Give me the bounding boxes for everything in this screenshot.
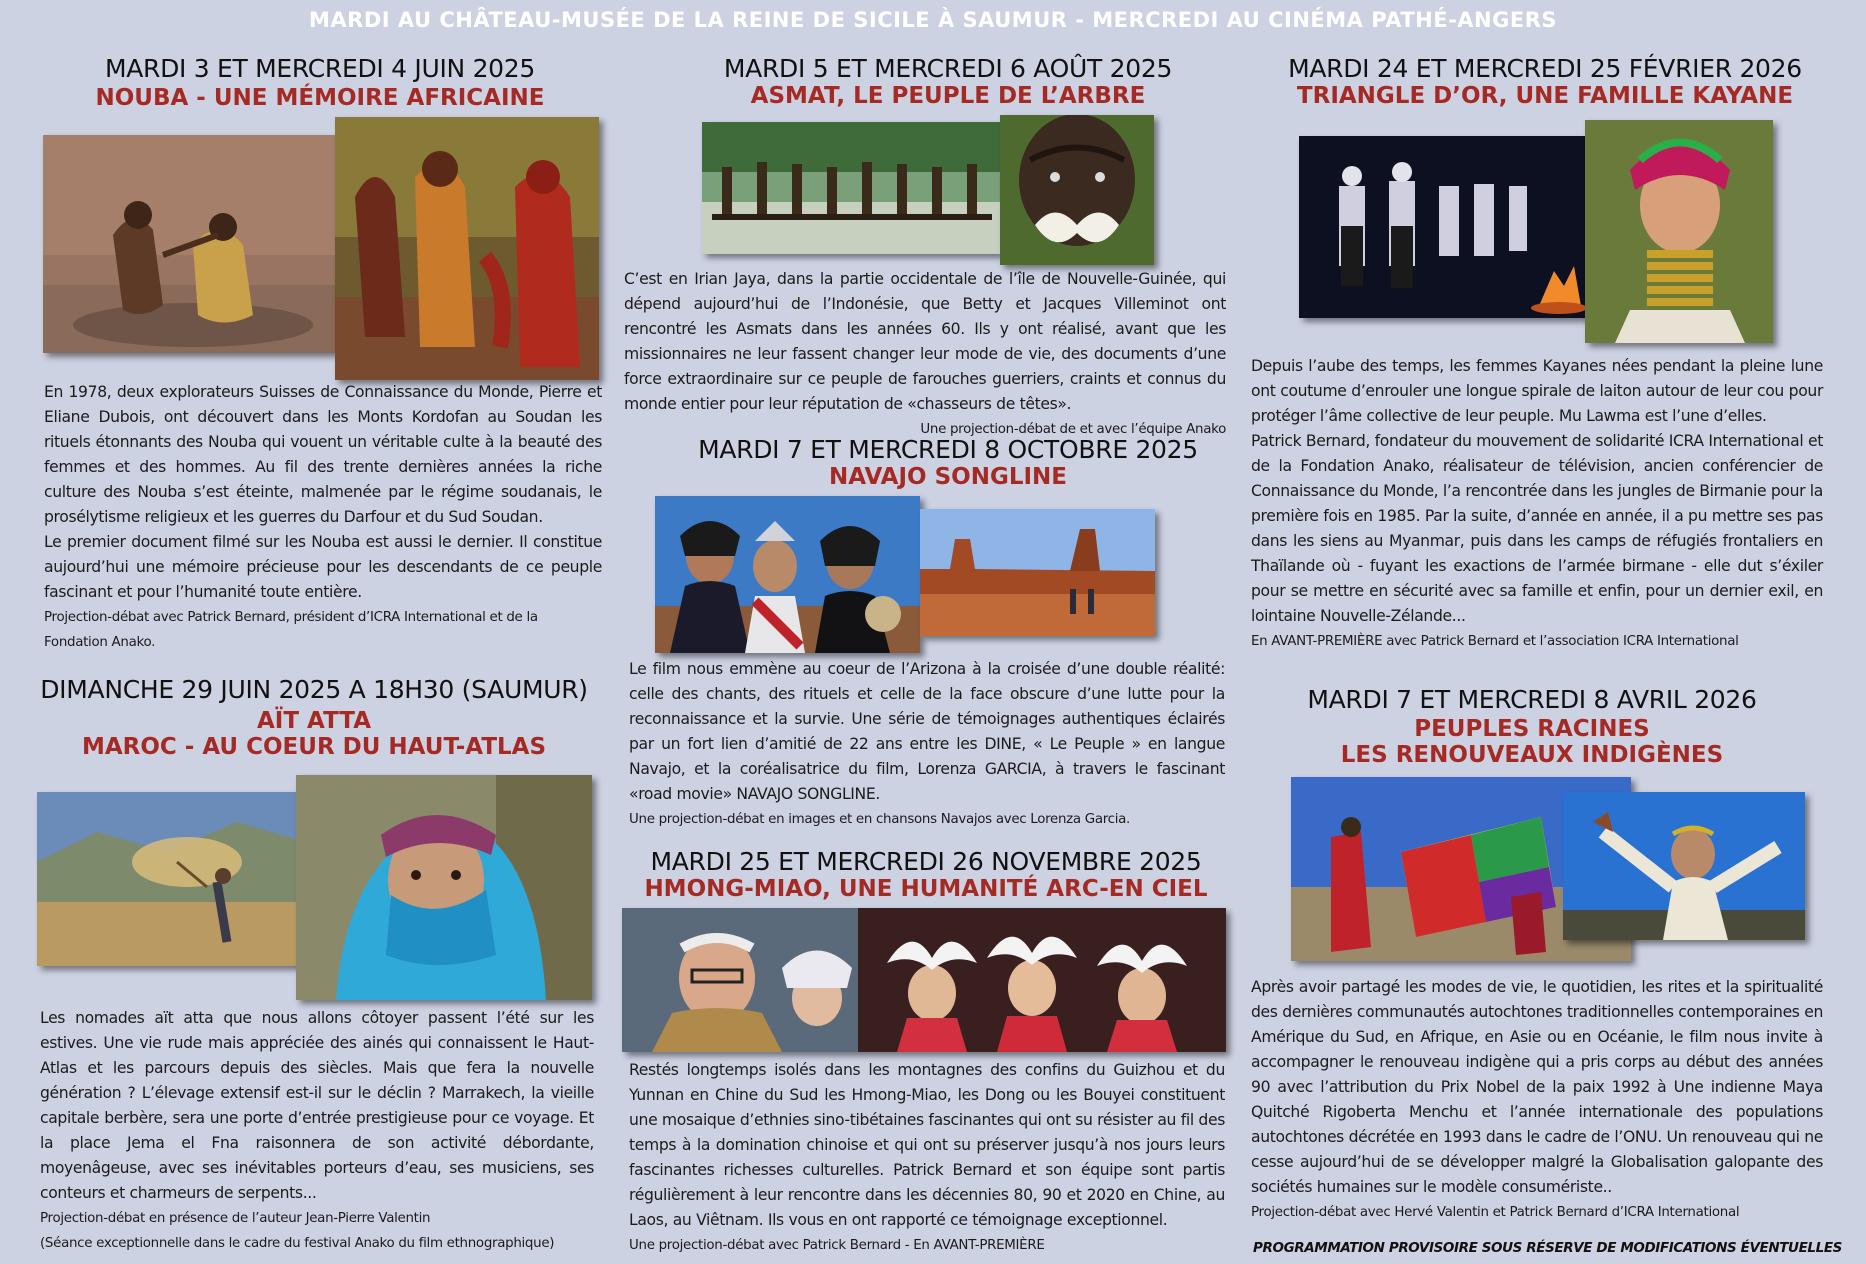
- photo-navajo-singers: [655, 496, 920, 653]
- event-paragraph: Patrick Bernard, fondateur du mouvement de solidarité ICRA International et de la Fondation Anako, réalisateur de télévision, ancien conférencier de Connaissance du Monde, l’a rencontrée dans les jungles de Birmanie pour la première fois en 1985. Par la suite, d’année en année, il a pu mettre ses pas dans les siens au Myanmar, puis dans les camps de réfugiés frontaliers en Thaïlande où - fuyant les exactions de l’armée birmane - elle dut s’éxiler pour se mettre en sécurité avec sa famille et enfin, pour un dernier exil, en lointaine Nouvelle-Zélande...: [1251, 432, 1823, 625]
- racines-text: [1251, 975, 1823, 1225]
- photo-aitatta-woman: [296, 775, 592, 1000]
- event-paragraph: Restés longtemps isolés dans les montagnes des confins du Guizhou et du Yunnan en Chine du Sud les Hmong-Miao, les Dong ou les Bouyei constituent une mosaique d’ethnies sino-tibétaines fascinantes qui ont su résister au fil des temps à la domination chinoise et qui ont su préserver jusqu’à nos jours leurs fascinantes richesses culturelles. Patrick Bernard et son équipe sont partis régulièrement à leur rencontre dans les décennies 80, 90 et 2020 en Chine, au Laos, au Viêtnam. Ils vous en ont rapporté ce témoignage exceptionnel.: [629, 1061, 1225, 1229]
- event-paragraph: Le film nous emmène au coeur de l’Arizona à la croisée d’une double réalité: celle des chants, des rituels et celle de la face obscure d’une lutte pour la reconnaissance et la survie. Une série de témoignages authentiques éclairés par un fort lien d’amitié de 22 ans entre les DINE, « Le Peuple » en langue Navajo, et la coréalisatrice du film, Lorenza GARCIA, à travers le fascinant «road movie» NAVAJO SONGLINE.: [629, 660, 1225, 803]
- event-note: En AVANT-PREMIÈRE avec Patrick Bernard et l’association ICRA International: [1251, 634, 1739, 649]
- event-title: ASMAT, LE PEUPLE DE L’ARBRE: [750, 83, 1146, 109]
- event-note: (Séance exceptionnelle dans le cadre du festival Anako du film ethnographique): [40, 1236, 555, 1251]
- event-title: NOUBA - UNE MÉMOIRE AFRICAINE: [95, 85, 545, 111]
- event-note: Une projection-débat de et avec l’équipe Anako: [920, 422, 1226, 437]
- photo-nouba-dancers: [335, 117, 599, 380]
- event-title: TRIANGLE D’OR, UNE FAMILLE KAYANE: [1296, 83, 1794, 109]
- event-paragraph: En 1978, deux explorateurs Suisses de Connaissance du Monde, Pierre et Eliane Dubois, ont découvert dans les Monts Kordofan au Soudan les rituels étonnants des Nouba qui vouent un véritable culte à la beauté des femmes et des hommes. Au fil des trente dernières années la riche culture des Nouba s’est éteinte, malmenée par le régime soudanais, le prosélytisme religieux et les guerres du Darfour et du Sud Soudan.: [44, 383, 602, 526]
- photo-asmat-canoes: [702, 122, 1000, 254]
- event-note: Projection-débat avec Patrick Bernard, président d’ICRA International et de la Fondation Anako.: [44, 610, 538, 650]
- event-asmat: [624, 54, 1272, 109]
- event-title: MAROC - AU COEUR DU HAUT-ATLAS: [81, 734, 547, 760]
- event-note: Projection-débat en présence de l’auteur Jean-Pierre Valentin: [40, 1211, 431, 1226]
- event-note: Une projection-débat en images et en chansons Navajos avec Lorenza Garcia.: [629, 812, 1130, 827]
- event-note: Projection-débat avec Hervé Valentin et Patrick Bernard d’ICRA International: [1251, 1205, 1740, 1220]
- event-kayane: [1246, 54, 1844, 109]
- event-date: MARDI 24 ET MERCREDI 25 FÉVRIER 2026: [1288, 54, 1802, 83]
- kayane-text: [1251, 354, 1823, 654]
- event-paragraph: Depuis l’aube des temps, les femmes Kayanes nées pendant la pleine lune ont coutume d’enrouler une longue spirale de laiton autour de leur cou pour protéger l’âme collective de leur peuple. Mu Lawma est l’une d’elles.: [1251, 357, 1823, 425]
- photo-aitatta-threshing: [37, 792, 323, 966]
- event-title: NAVAJO SONGLINE: [828, 464, 1068, 490]
- banner: MARDI AU CHÂTEAU-MUSÉE DE LA REINE DE SICILE À SAUMUR - MERCREDI AU CINÉMA PATHÉ-ANGERS: [309, 8, 1557, 32]
- event-date: MARDI 3 ET MERCREDI 4 JUIN 2025: [104, 54, 536, 83]
- asmat-text: [624, 267, 1226, 442]
- photo-kayane-woman: [1585, 120, 1773, 343]
- event-title: HMONG-MIAO, UNE HUMANITÉ ARC-EN CIEL: [644, 876, 1208, 902]
- photo-hmong-group: [622, 908, 1226, 1052]
- hmong-text: [629, 1058, 1225, 1258]
- event-paragraph: C’est en Irian Jaya, dans la partie occidentale de l’île de Nouvelle-Guinée, qui dépend aujourd’hui de l’Indonésie, que Betty et Jacques Villeminot ont rencontré les Asmats dans les années 60. Ils y ont réalisé, avant que les missionnaires ne leur fassent changer leur mode de vie, des documents d’une force extraordinaire sur ce peuple de farouches guerriers, craints et connus du monde entier pour leur réputation de «chasseurs de têtes». Une projection-débat de et avec l’équipe Anako: [624, 267, 1226, 417]
- event-paragraph: Après avoir partagé les modes de vie, le quotidien, les rites et la spiritualité des dernières communautés autochtones traditionnelles contemporaines en Amérique du Sud, en Afrique, en Asie ou en Océanie, le film nous invite à accompagner le renouveau indigène qui a pris corps au début des années 90 avec l’attribution du Prix Nobel de la paix 1992 à Une indienne Maya Quitché Rigoberta Menchu et l’année internationale des populations autochtones décrétée en 1993 dans le cadre de l’ONU. Un renouveau qui ne cesse aujourd’hui de se développer malgré la Globalisation galopante des sociétés humaines sur le modèle consumériste..: [1251, 978, 1823, 1196]
- event-paragraph: Les nomades aït atta que nous allons côtoyer passent l’été sur les estives. Une vie rude mais appréciée des ainés qui connaissent le Haut-Atlas et les parcours depuis des siècles. Mais que fera la nouvelle génération ? L’élevage extensif est-il sur le déclin ? Marrakech, la vieille capitale berbère, sera une porte d’entrée prestigieuse pour ce voyage. Et la place Jema el Fna raisonnera de son activité débordante, moyenâgeuse, avec ses inévitables porteurs d’eau, ses musiciens, ses conteurs et charmeurs de serpents...: [40, 1009, 594, 1202]
- event-racines: [1246, 685, 1818, 768]
- photo-racines-shaman: [1563, 792, 1805, 940]
- photo-asmat-portrait: [1000, 115, 1154, 265]
- event-date: MARDI 7 ET MERCREDI 8 OCTOBRE 2025: [698, 435, 1198, 464]
- event-paragraph: Le premier document filmé sur les Nouba est aussi le dernier. Il constitue aujourd’hui une mémoire précieuse pour les descendants de ce peuple fascinant et pour l’humanité toute entière.: [44, 533, 602, 601]
- event-title: LES RENOUVEAUX INDIGÈNES: [1340, 742, 1724, 768]
- photo-navajo-monument: [920, 509, 1155, 636]
- aitatta-text: [40, 1006, 594, 1256]
- event-date: DIMANCHE 29 JUIN 2025 A 18H30 (SAUMUR): [40, 675, 588, 704]
- event-aitatta: [36, 675, 592, 760]
- photo-nouba-painting: [43, 135, 335, 353]
- event-title: AÏT ATTA: [257, 708, 371, 734]
- event-date: MARDI 5 ET MERCREDI 6 AOÛT 2025: [723, 54, 1173, 83]
- footer-disclaimer: PROGRAMMATION PROVISOIRE SOUS RÉSERVE DE MODIFICATIONS ÉVENTUELLES: [1253, 1240, 1842, 1256]
- nouba-text: [44, 380, 602, 655]
- event-navajo: [624, 435, 1272, 490]
- photo-kayane-night: [1299, 136, 1591, 318]
- event-title: PEUPLES RACINES: [1414, 716, 1650, 742]
- event-date: MARDI 7 ET MERCREDI 8 AVRIL 2026: [1307, 685, 1757, 714]
- navajo-text: [629, 657, 1225, 832]
- event-date: MARDI 25 ET MERCREDI 26 NOVEMBRE 2025: [650, 847, 1202, 876]
- event-note: Une projection-débat avec Patrick Bernard - En AVANT-PREMIÈRE: [629, 1238, 1045, 1253]
- event-hmong: [622, 847, 1230, 902]
- event-nouba: [36, 54, 604, 111]
